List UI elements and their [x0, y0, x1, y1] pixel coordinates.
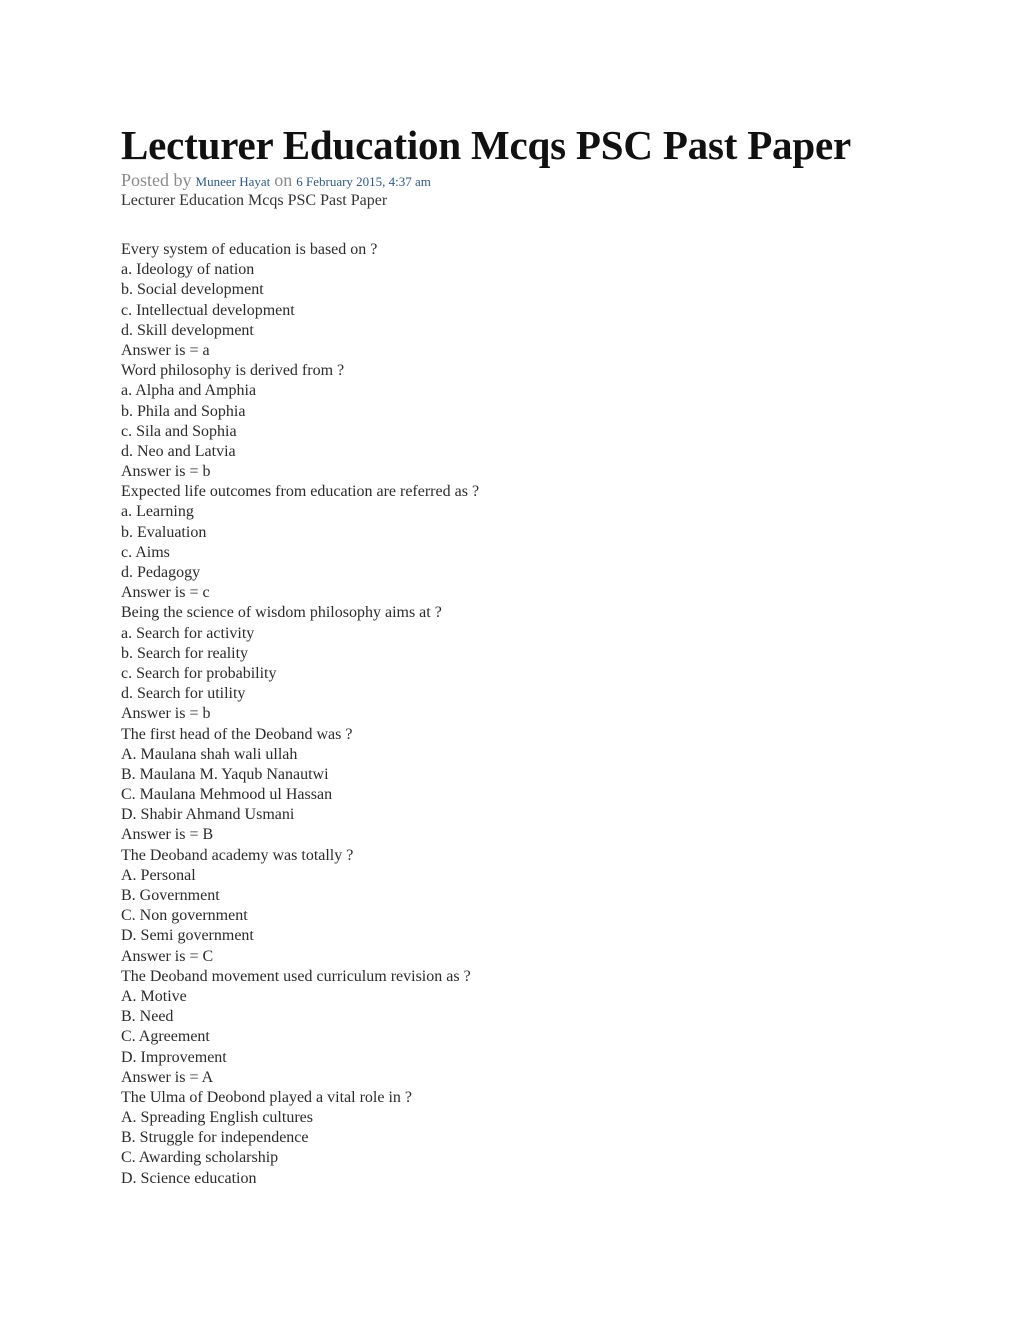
- answer-option: c. Sila and Sophia: [121, 422, 237, 440]
- mcq-list: [121, 240, 941, 1189]
- page-title: Lecturer Education Mcqs PSC Past Paper: [121, 122, 851, 168]
- answer-option: C. Awarding scholarship: [121, 1149, 279, 1167]
- correct-answer: Answer is = b: [121, 463, 211, 481]
- answer-option: a. Ideology of nation: [121, 261, 255, 279]
- answer-option: c. Intellectual development: [121, 301, 295, 319]
- answer-option: b. Phila and Sophia: [121, 402, 246, 420]
- answer-option: d. Pedagogy: [121, 564, 201, 581]
- question-text: Every system of education is based on ?: [121, 241, 378, 258]
- question-block: [121, 603, 941, 724]
- question-block: [121, 240, 941, 361]
- question-block: [121, 482, 941, 603]
- answer-option: B. Maulana M. Yaqub Nanautwi: [121, 765, 329, 783]
- author-link[interactable]: Muneer Hayat: [195, 174, 271, 189]
- answer-option: a. Learning: [121, 503, 194, 521]
- question-block: [121, 361, 941, 482]
- question-text: Word philosophy is derived from ?: [121, 362, 345, 380]
- answer-option: C. Maulana Mehmood ul Hassan: [121, 786, 333, 804]
- correct-answer: Answer is = c: [121, 584, 210, 602]
- correct-answer: Answer is = A: [121, 1068, 214, 1086]
- answer-option: d. Neo and Latvia: [121, 442, 236, 460]
- answer-option: D. Semi government: [121, 927, 254, 945]
- correct-answer: Answer is = a: [121, 341, 210, 359]
- answer-option: d. Skill development: [121, 321, 254, 339]
- answer-option: D. Shabir Ahmand Usmani: [121, 806, 295, 824]
- posted-by-label: Posted by: [121, 170, 192, 190]
- answer-option: A. Maulana shah wali ullah: [121, 745, 298, 763]
- article-subtitle: Lecturer Education Mcqs PSC Past Paper: [121, 192, 388, 209]
- question-block: [121, 967, 941, 1088]
- answer-option: b. Search for reality: [121, 644, 249, 662]
- answer-option: a. Search for activity: [121, 624, 255, 642]
- answer-option: B. Need: [121, 1008, 174, 1026]
- question-block: [121, 725, 941, 846]
- answer-option: D. Improvement: [121, 1048, 227, 1066]
- question-block: [121, 846, 941, 967]
- post-meta: [121, 170, 941, 190]
- answer-option: A. Motive: [121, 987, 187, 1005]
- article: [121, 122, 941, 1189]
- answer-option: A. Spreading English cultures: [121, 1109, 313, 1127]
- answer-option: B. Struggle for independence: [121, 1129, 309, 1147]
- answer-option: a. Alpha and Amphia: [121, 382, 257, 400]
- question-block: [121, 1088, 941, 1189]
- question-text: Expected life outcomes from education are referred as ?: [121, 483, 480, 501]
- answer-option: C. Agreement: [121, 1028, 210, 1046]
- date-link[interactable]: 6 February 2015, 4:37 am: [296, 174, 431, 189]
- answer-option: c. Search for probability: [121, 664, 277, 682]
- question-text: The Deoband movement used curriculum revision as ?: [121, 967, 471, 985]
- question-text: The first head of the Deoband was ?: [121, 725, 353, 743]
- answer-option: b. Social development: [121, 281, 264, 299]
- question-text: The Deoband academy was totally ?: [121, 846, 354, 864]
- answer-option: d. Search for utility: [121, 685, 246, 703]
- on-label: on: [274, 170, 293, 190]
- correct-answer: Answer is = B: [121, 826, 214, 844]
- answer-option: B. Government: [121, 887, 220, 904]
- correct-answer: Answer is = b: [121, 705, 211, 723]
- answer-option: D. Science education: [121, 1169, 257, 1187]
- answer-option: c. Aims: [121, 543, 170, 561]
- correct-answer: Answer is = C: [121, 947, 214, 965]
- question-text: Being the science of wisdom philosophy aims at ?: [121, 604, 442, 622]
- answer-option: C. Non government: [121, 907, 248, 925]
- answer-option: A. Personal: [121, 866, 196, 884]
- answer-option: b. Evaluation: [121, 523, 207, 541]
- question-text: The Ulma of Deobond played a vital role in ?: [121, 1088, 413, 1106]
